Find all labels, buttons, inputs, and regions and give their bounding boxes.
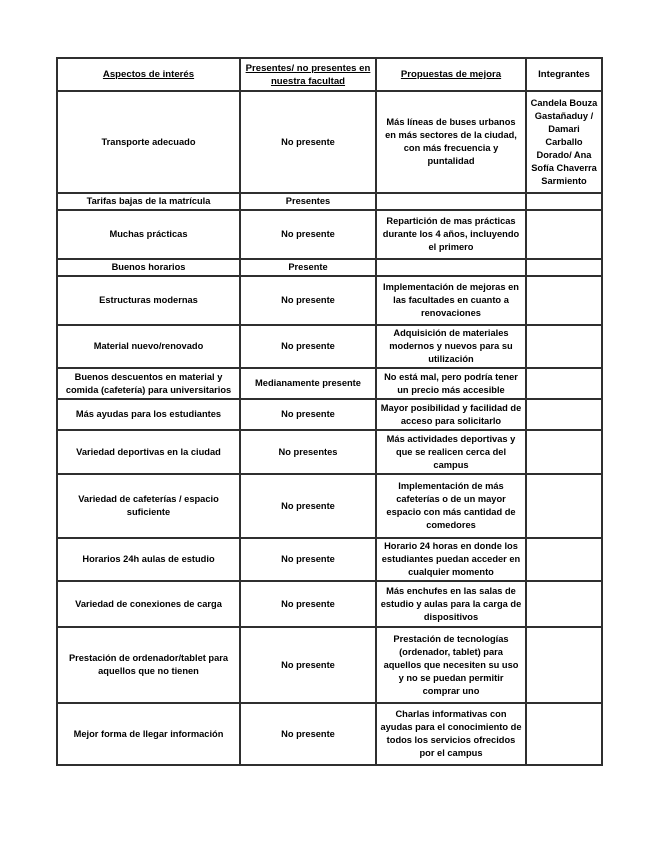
cell-presente: Presente xyxy=(240,259,376,276)
cell-presente: Presentes xyxy=(240,193,376,210)
cell-aspecto: Prestación de ordenador/tablet para aquellos que no tienen xyxy=(57,627,240,703)
cell-integrantes xyxy=(526,368,602,399)
table-row xyxy=(57,276,602,325)
cell-aspecto: Buenos horarios xyxy=(57,259,240,276)
header-row xyxy=(57,58,602,91)
cell-propuesta: Repartición de mas prácticas durante los 4 años, incluyendo el primero xyxy=(376,210,526,259)
cell-presente: No presente xyxy=(240,538,376,581)
table-row xyxy=(57,627,602,703)
cell-aspecto: Buenos descuentos en material y comida (cafetería) para universitarios xyxy=(57,368,240,399)
table-row xyxy=(57,259,602,276)
cell-integrantes: Candela Bouza Gastañaduy / Damari Carballo Dorado/ Ana Sofía Chaverra Sarmiento xyxy=(526,91,602,193)
cell-presente: Medianamente presente xyxy=(240,368,376,399)
cell-propuesta: Implementación de mejoras en las facultades en cuanto a renovaciones xyxy=(376,276,526,325)
cell-aspecto: Más ayudas para los estudiantes xyxy=(57,399,240,430)
cell-aspecto: Tarifas bajas de la matrícula xyxy=(57,193,240,210)
cell-integrantes xyxy=(526,430,602,474)
cell-propuesta: Más enchufes en las salas de estudio y aulas para la carga de dispositivos xyxy=(376,581,526,627)
cell-presente: No presente xyxy=(240,210,376,259)
cell-propuesta xyxy=(376,193,526,210)
cell-propuesta: Prestación de tecnologías (ordenador, tablet) para aquellos que necesiten su uso y no se puedan permitir comprar uno xyxy=(376,627,526,703)
table-row xyxy=(57,430,602,474)
cell-aspecto: Material nuevo/renovado xyxy=(57,325,240,368)
cell-integrantes xyxy=(526,193,602,210)
cell-aspecto: Muchas prácticas xyxy=(57,210,240,259)
cell-propuesta: Adquisición de materiales modernos y nuevos para su utilización xyxy=(376,325,526,368)
cell-presente: No presente xyxy=(240,703,376,765)
header-aspectos: Aspectos de interés xyxy=(57,58,240,91)
cell-propuesta: Charlas informativas con ayudas para el conocimiento de todos los servicios ofrecidos por el campus xyxy=(376,703,526,765)
cell-integrantes xyxy=(526,538,602,581)
header-integrantes: Integrantes xyxy=(526,58,602,91)
cell-aspecto: Variedad de cafeterías / espacio suficiente xyxy=(57,474,240,538)
table-row xyxy=(57,368,602,399)
table-row xyxy=(57,325,602,368)
cell-presente: No presente xyxy=(240,276,376,325)
table-row xyxy=(57,399,602,430)
cell-integrantes xyxy=(526,399,602,430)
cell-presente: No presente xyxy=(240,474,376,538)
cell-integrantes xyxy=(526,210,602,259)
cell-integrantes xyxy=(526,627,602,703)
cell-presente: No presente xyxy=(240,581,376,627)
table-row xyxy=(57,474,602,538)
cell-aspecto: Transporte adecuado xyxy=(57,91,240,193)
cell-propuesta: Horario 24 horas en donde los estudiantes puedan acceder en cualquier momento xyxy=(376,538,526,581)
cell-propuesta: Más líneas de buses urbanos en más sectores de la ciudad, con más frecuencia y puntalidad xyxy=(376,91,526,193)
cell-integrantes xyxy=(526,276,602,325)
cell-aspecto: Mejor forma de llegar información xyxy=(57,703,240,765)
cell-integrantes xyxy=(526,325,602,368)
header-propuestas: Propuestas de mejora xyxy=(376,58,526,91)
cell-integrantes xyxy=(526,703,602,765)
table-row xyxy=(57,581,602,627)
cell-integrantes xyxy=(526,581,602,627)
cell-propuesta: Mayor posibilidad y facilidad de acceso para solicitarlo xyxy=(376,399,526,430)
cell-integrantes xyxy=(526,474,602,538)
table-row xyxy=(57,703,602,765)
table-row xyxy=(57,538,602,581)
aspects-table xyxy=(56,57,603,766)
cell-presente: No presente xyxy=(240,91,376,193)
cell-propuesta: Más actividades deportivas y que se realicen cerca del campus xyxy=(376,430,526,474)
cell-presente: No presentes xyxy=(240,430,376,474)
cell-aspecto: Variedad de conexiones de carga xyxy=(57,581,240,627)
cell-propuesta: Implementación de más cafeterías o de un mayor espacio con más cantidad de comedores xyxy=(376,474,526,538)
cell-presente: No presente xyxy=(240,627,376,703)
cell-propuesta: No está mal, pero podría tener un precio más accesible xyxy=(376,368,526,399)
table-row xyxy=(57,193,602,210)
header-presentes: Presentes/ no presentes en nuestra facultad xyxy=(240,58,376,91)
cell-aspecto: Variedad deportivas en la ciudad xyxy=(57,430,240,474)
table-row xyxy=(57,91,602,193)
table-row xyxy=(57,210,602,259)
cell-aspecto: Horarios 24h aulas de estudio xyxy=(57,538,240,581)
cell-propuesta xyxy=(376,259,526,276)
cell-presente: No presente xyxy=(240,325,376,368)
cell-integrantes xyxy=(526,259,602,276)
cell-aspecto: Estructuras modernas xyxy=(57,276,240,325)
cell-presente: No presente xyxy=(240,399,376,430)
